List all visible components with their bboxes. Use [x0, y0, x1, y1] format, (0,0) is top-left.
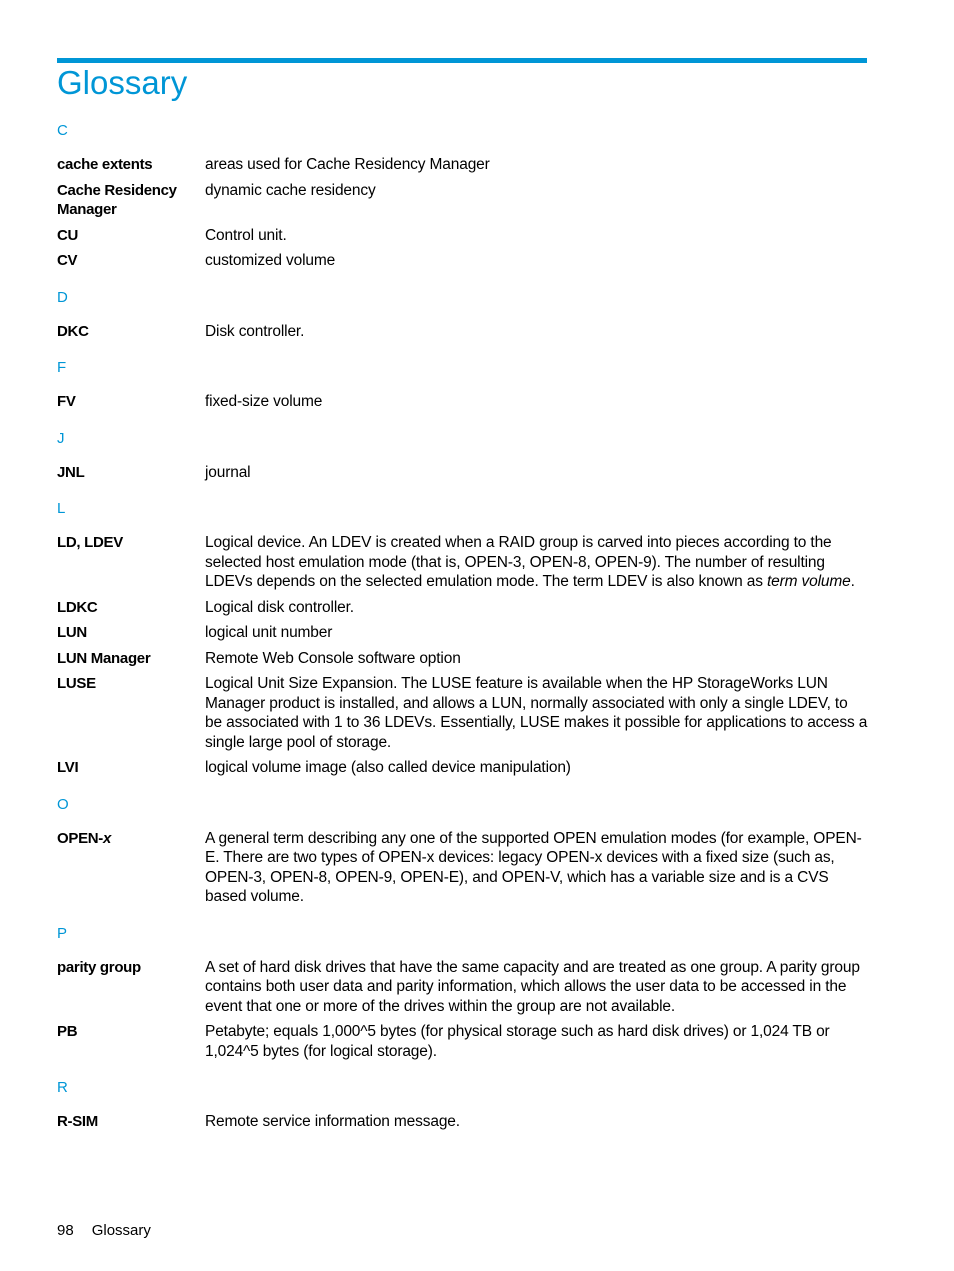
page-footer — [57, 1222, 151, 1239]
glossary-list — [57, 121, 868, 1149]
glossary-term: CV — [57, 252, 78, 269]
glossary-definition: areas used for Cache Residency Manager — [205, 156, 490, 173]
glossary-entry — [57, 1112, 868, 1132]
footer-section-name: Glossary — [91, 1222, 151, 1239]
glossary-term: LUN — [57, 624, 87, 641]
glossary-definition: logical volume image (also called device manipulation) — [205, 759, 571, 776]
glossary-term: R-SIM — [57, 1113, 98, 1130]
glossary-term — [57, 829, 205, 907]
glossary-definition: Remote Web Console software option — [205, 649, 461, 667]
glossary-term: FV — [57, 393, 76, 410]
section-letter: L — [57, 500, 66, 517]
glossary-definition: logical unit number — [205, 624, 333, 641]
glossary-definition: Logical disk controller. — [205, 598, 354, 616]
section-letter: O — [57, 795, 69, 813]
glossary-definition: Petabyte; equals 1,000^5 bytes (for physical storage such as hard disk drives) or 1,024 TB or 1,024^5 bytes (for logical storage). — [205, 1023, 830, 1060]
glossary-definition: journal — [205, 463, 251, 481]
glossary-entry — [57, 533, 868, 592]
glossary-entry — [57, 758, 868, 778]
glossary-entry — [57, 649, 868, 669]
glossary-term: DKC — [57, 322, 89, 340]
glossary-entry — [57, 392, 868, 412]
glossary-term: CU — [57, 226, 79, 244]
glossary-entry — [57, 623, 868, 643]
glossary-entry — [57, 674, 868, 752]
glossary-definition: Control unit. — [205, 226, 287, 244]
section-letter: F — [57, 359, 67, 376]
glossary-definition — [205, 533, 868, 592]
glossary-entry — [57, 155, 868, 175]
glossary-section-c — [57, 121, 868, 271]
glossary-entry — [57, 463, 868, 483]
page-number: 98 — [57, 1222, 74, 1239]
glossary-term: LUSE — [57, 675, 96, 692]
glossary-section-l — [57, 499, 868, 778]
glossary-section-r — [57, 1078, 868, 1132]
glossary-entry — [57, 251, 868, 271]
glossary-section-p — [57, 924, 868, 1062]
glossary-section-d — [57, 288, 868, 342]
glossary-term: LUN Manager — [57, 649, 151, 667]
glossary-entry — [57, 958, 868, 1017]
glossary-term: LDKC — [57, 598, 98, 616]
glossary-definition: Disk controller. — [205, 322, 305, 340]
glossary-term: parity group — [57, 958, 141, 976]
glossary-term: JNL — [57, 463, 85, 481]
header-rule — [57, 58, 867, 63]
glossary-definition: Logical Unit Size Expansion. The LUSE feature is available when the HP StorageWorks LUN Manager product is installed, and allows a LUN, normally associated with only a single LDEV, to be associated with 1 to 36 LDEVs. Essentially, LUSE makes it possible for applications to access a single large pool of storage. — [205, 675, 868, 751]
glossary-entry — [57, 829, 868, 907]
glossary-section-j — [57, 429, 868, 483]
glossary-entry — [57, 226, 868, 246]
section-letter: C — [57, 122, 68, 139]
glossary-definition: A set of hard disk drives that have the same capacity and are treated as one group. A parity group contains both user data and parity information, which allows the user data to be accessed in the event that one or more of the drives within the group are not available. — [205, 958, 860, 1015]
definition-italic-text: term volume — [766, 573, 851, 590]
definition-tail: . — [850, 573, 855, 590]
glossary-definition: dynamic cache residency — [205, 181, 376, 199]
glossary-entry — [57, 322, 868, 342]
glossary-term: PB — [57, 1023, 78, 1040]
definition-text: Logical device. An LDEV is created when a RAID group is carved into pieces according to the selected host emulation mode (that is, OPEN-3, OPEN-8, OPEN-9). The number of resulting LDEVs depends on the selected emulation mode. The term LDEV is also known as — [205, 534, 832, 590]
glossary-term: LVI — [57, 759, 79, 776]
glossary-definition: fixed-size volume — [205, 393, 323, 410]
glossary-term: cache extents — [57, 156, 153, 173]
term-italic-text: x — [103, 829, 112, 847]
glossary-term: Cache Residency Manager — [57, 181, 177, 218]
section-letter: J — [57, 429, 65, 447]
glossary-entry — [57, 598, 868, 618]
glossary-section-f — [57, 358, 868, 412]
section-letter: P — [57, 924, 68, 942]
section-letter: D — [57, 288, 68, 306]
glossary-entry — [57, 181, 868, 220]
glossary-definition: A general term describing any one of the supported OPEN emulation modes (for example, OPEN-E. There are two types of OPEN-x devices: legacy OPEN-x devices with a fixed size (such as, OPEN-3, OPEN-8, OPEN-9, OPEN-E), and OPEN-V, which has a variable size and is a CVS based volume. — [205, 829, 862, 905]
glossary-entry — [57, 1022, 868, 1061]
glossary-term: LD, LDEV — [57, 534, 123, 551]
glossary-definition: customized volume — [205, 252, 336, 269]
glossary-section-o — [57, 795, 868, 907]
page-title: Glossary — [57, 64, 188, 101]
section-letter: R — [57, 1079, 68, 1096]
glossary-definition: Remote service information message. — [205, 1113, 460, 1130]
term-text: OPEN- — [57, 829, 104, 847]
